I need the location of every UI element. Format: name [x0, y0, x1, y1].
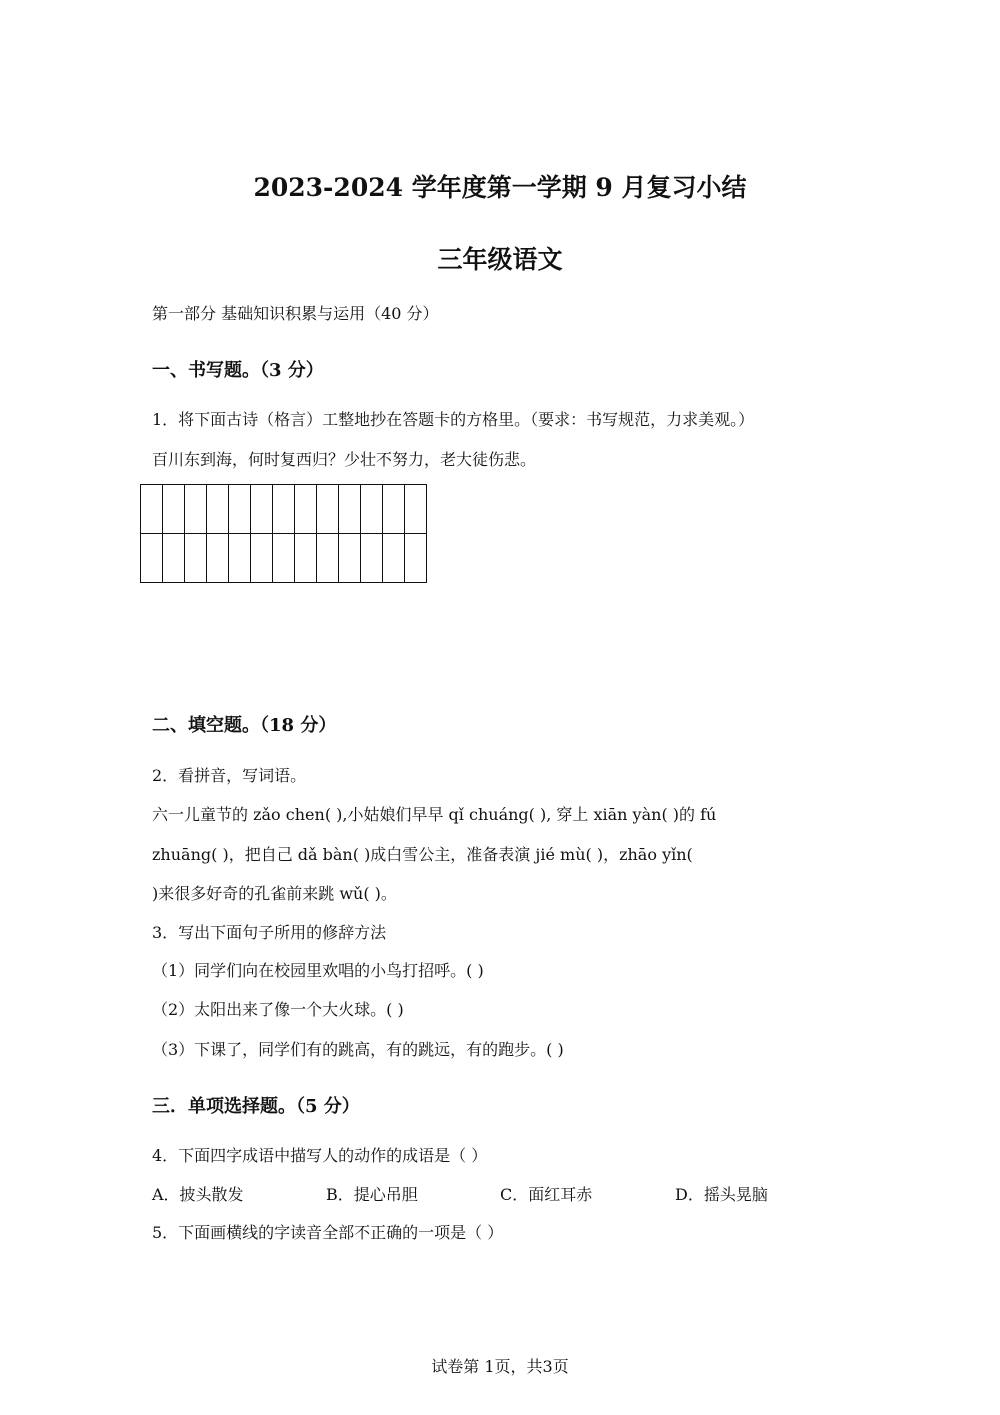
- question-2: 2．看拼音，写词语。: [152, 766, 307, 785]
- question-2-line-2: zhuāng( )，把自己 dǎ bàn( )成白雪公主，准备表演 jié mù( )，zhāo yǐn(: [152, 845, 693, 864]
- question-3-item-3: （3）下课了，同学们有的跳高，有的跳远，有的跑步。( ): [152, 1040, 564, 1059]
- grid-cell: [251, 534, 273, 583]
- question-3-item-1: （1）同学们向在校园里欢唱的小鸟打招呼。( ): [152, 961, 484, 980]
- grid-cell: [185, 485, 207, 534]
- option-b: B．提心吊胆: [326, 1185, 418, 1204]
- grid-cell: [361, 534, 383, 583]
- exam-title: 2023-2024 学年度第一学期 9 月复习小结: [253, 173, 747, 202]
- grid-cell: [163, 485, 185, 534]
- option-a: A．披头散发: [152, 1185, 244, 1204]
- grid-cell: [273, 534, 295, 583]
- question-1: 1．将下面古诗（格言）工整地抄在答题卡的方格里。（要求：书写规范，力求美观。）: [152, 410, 755, 429]
- question-2-line-1: 六一儿童节的 zǎo chen( ),小姑娘们早早 qǐ chuáng( ), 穿上 xiān yàn( )的 fú: [152, 805, 717, 824]
- grid-cell: [383, 534, 405, 583]
- grid-cell: [339, 534, 361, 583]
- section-heading-fill-in: 二、填空题。（18 分）: [152, 715, 337, 736]
- section-heading-writing: 一、书写题。（3 分）: [152, 360, 324, 381]
- grid-cell: [405, 534, 427, 583]
- grid-cell: [295, 485, 317, 534]
- grid-cell: [141, 485, 163, 534]
- question-2-line-3: )来很多好奇的孔雀前来跳 wǔ( )。: [152, 884, 397, 903]
- grid-cell: [295, 534, 317, 583]
- grid-cell: [273, 485, 295, 534]
- grid-cell: [361, 485, 383, 534]
- grid-cell: [229, 485, 251, 534]
- grid-cell: [317, 534, 339, 583]
- part-heading: 第一部分 基础知识积累与运用（40 分）: [152, 304, 439, 323]
- question-4: 4．下面四字成语中描写人的动作的成语是（ ）: [152, 1146, 488, 1165]
- grid-cell: [317, 485, 339, 534]
- exam-subtitle: 三年级语文: [437, 245, 563, 274]
- grid-cell: [383, 485, 405, 534]
- grid-cell: [163, 534, 185, 583]
- grid-cell: [207, 485, 229, 534]
- grid-cell: [185, 534, 207, 583]
- poem-text: 百川东到海，何时复西归？少壮不努力，老大徒伤悲。: [152, 450, 537, 469]
- question-3-item-2: （2）太阳出来了像一个大火球。( ): [152, 1000, 404, 1019]
- grid-cell: [339, 485, 361, 534]
- grid-cell: [229, 534, 251, 583]
- section-heading-choice: 三．单项选择题。（5 分）: [152, 1096, 360, 1117]
- question-5: 5．下面画横线的字读音全部不正确的一项是（ ）: [152, 1223, 504, 1242]
- option-c: C．面红耳赤: [500, 1185, 593, 1204]
- grid-cell: [405, 485, 427, 534]
- grid-cell: [141, 534, 163, 583]
- page-footer: 试卷第 1页，共3页: [431, 1357, 569, 1376]
- grid-cell: [251, 485, 273, 534]
- question-3: 3．写出下面句子所用的修辞方法: [152, 923, 387, 942]
- grid-row: [141, 534, 427, 583]
- grid-cell: [207, 534, 229, 583]
- writing-grid: [140, 484, 427, 583]
- option-d: D．摇头晃脑: [675, 1185, 768, 1204]
- grid-row: [141, 485, 427, 534]
